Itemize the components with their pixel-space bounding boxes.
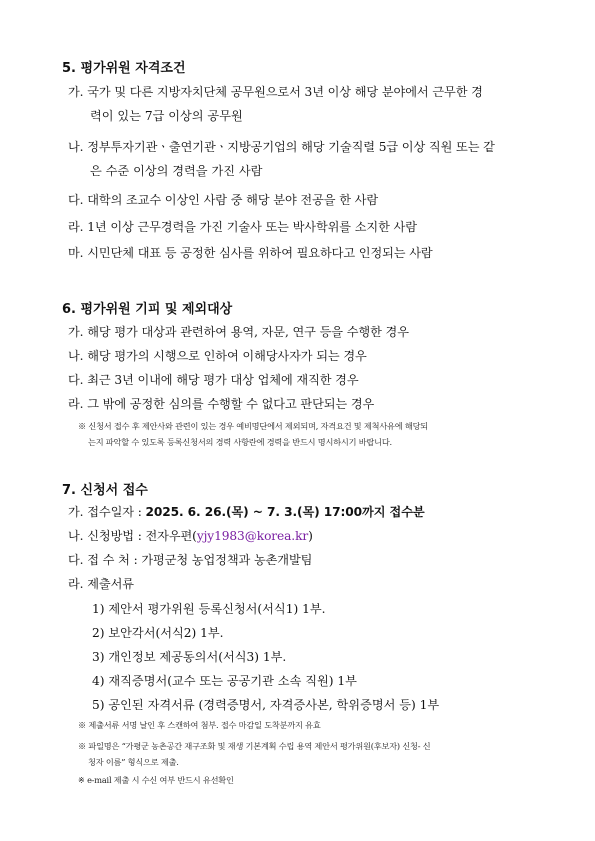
- section-5-item-ra: 라. 1년 이상 근무경력을 가진 기술사 또는 박사학위를 소지한 사람: [68, 220, 417, 234]
- submission-note-3: ※ e-mail 제출 시 수신 여부 반드시 유선확인: [78, 775, 234, 785]
- submission-note-2-line2: 청자 이름” 형식으로 제출.: [88, 757, 179, 767]
- section-6-note-line2: 는지 파악할 수 있도록 등록신청서의 경력 사항란에 경력을 반드시 명시하시기 바랍니다.: [88, 437, 392, 447]
- email-link[interactable]: yjy1983@korea.kr: [196, 529, 309, 543]
- application-method-close: ): [308, 529, 313, 543]
- document-item-5: 5) 공인된 자격서류 (경력증명서, 자격증사본, 학위증명서 등) 1부: [92, 698, 440, 712]
- section-5-item-ga-line1: 가. 국가 및 다른 지방자치단체 공무원으로서 3년 이상 해당 분야에서 근무한 경: [68, 85, 483, 99]
- document-item-4: 4) 재직증명서(교수 또는 공공기관 소속 직원) 1부: [92, 674, 357, 688]
- section-6-title: 6. 평가위원 기피 및 제외대상: [62, 302, 233, 317]
- submission-note-2-line1: ※ 파일명은 “가평군 농촌공간 재구조화 및 재생 기본계획 수립 용역 제안서 평가위원(후보자) 신청- 신: [78, 741, 431, 751]
- section-5-item-na-line2: 은 수준 이상의 경력을 가진 사람: [90, 164, 263, 178]
- application-period: [68, 503, 425, 520]
- application-period-label: 가. 접수일자 :: [68, 505, 146, 519]
- document-item-1: 1) 제안서 평가위원 등록신청서(서식1) 1부.: [92, 602, 326, 616]
- section-5-item-da: 다. 대학의 조교수 이상인 사람 중 해당 분야 전공을 한 사람: [68, 193, 378, 207]
- submission-note-1: ※ 제출서류 서명 날인 후 스캔하여 첨부. 접수 마감일 도착분까지 유효: [78, 720, 321, 730]
- documents-title: 라. 제출서류: [68, 577, 134, 591]
- section-7-title: 7. 신청서 접수: [62, 483, 148, 498]
- section-6-item-ga: 가. 해당 평가 대상과 관련하여 용역, 자문, 연구 등을 수행한 경우: [68, 325, 409, 339]
- section-6-note-line1: ※ 신청서 접수 후 제안사와 관련이 있는 경우 예비명단에서 제외되며, 자격요건 및 제척사유에 해당되: [78, 421, 428, 431]
- section-5-title: 5. 평가위원 자격조건: [62, 61, 186, 76]
- document-item-3: 3) 개인정보 제공동의서(서식3) 1부.: [92, 650, 287, 664]
- application-method: [68, 527, 313, 544]
- application-method-label: 나. 신청방법 : 전자우편(: [68, 529, 197, 543]
- section-5-item-ga-line2: 력이 있는 7급 이상의 공무원: [90, 109, 243, 123]
- application-period-value: 2025. 6. 26.(목) ~ 7. 3.(목) 17:00까지 접수분: [145, 505, 425, 519]
- section-6-item-da: 다. 최근 3년 이내에 해당 평가 대상 업체에 재직한 경우: [68, 373, 359, 387]
- document-item-2: 2) 보안각서(서식2) 1부.: [92, 626, 224, 640]
- application-place: 다. 접 수 처 : 가평군청 농업정책과 농촌개발팀: [68, 553, 313, 567]
- section-5-item-na-line1: 나. 정부투자기관ㆍ출연기관ㆍ지방공기업의 해당 기술직렬 5급 이상 직원 또는 같: [68, 140, 495, 154]
- section-6-item-na: 나. 해당 평가의 시행으로 인하여 이해당사자가 되는 경우: [68, 349, 367, 363]
- section-5-item-ma: 마. 시민단체 대표 등 공정한 심사를 위하여 필요하다고 인정되는 사람: [68, 246, 433, 260]
- section-6-item-ra: 라. 그 밖에 공정한 심의를 수행할 수 없다고 판단되는 경우: [68, 397, 375, 411]
